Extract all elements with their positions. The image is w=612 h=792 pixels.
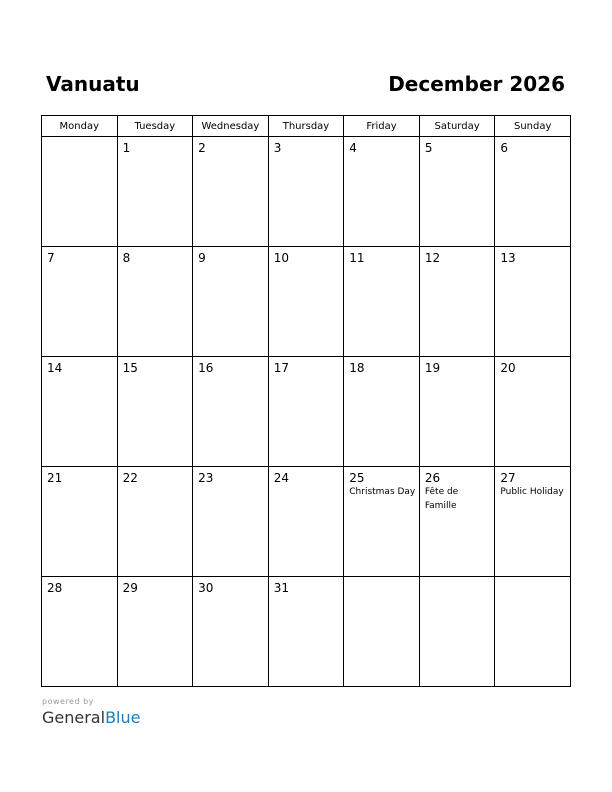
day-number: 19 — [424, 361, 441, 375]
weekday-header: Wednesday — [193, 116, 269, 137]
brand-general-text: General — [42, 708, 106, 727]
week-row — [42, 357, 571, 467]
holiday-label: Fête de Famille — [424, 487, 459, 511]
week-row — [42, 467, 571, 577]
day-cell — [193, 577, 269, 687]
day-number: 18 — [349, 361, 365, 375]
day-cell — [268, 137, 344, 247]
powered-by-text: powered by — [42, 697, 94, 706]
weekday-header: Saturday — [419, 116, 495, 137]
day-number: 4 — [349, 141, 357, 155]
day-number — [344, 577, 419, 581]
day-cell — [419, 137, 495, 247]
day-number: 13 — [500, 251, 516, 265]
day-number — [495, 577, 570, 581]
day-number: 5 — [424, 141, 433, 155]
day-cell — [268, 467, 344, 577]
day-cell — [495, 137, 571, 247]
day-cell — [495, 247, 571, 357]
day-cell — [193, 137, 269, 247]
day-cell — [42, 577, 118, 687]
day-cell — [344, 247, 420, 357]
day-cell — [42, 247, 118, 357]
week-row — [42, 577, 571, 687]
day-cell — [344, 467, 420, 577]
day-number: 25 — [349, 471, 365, 485]
calendar-body — [42, 137, 571, 687]
day-cell — [344, 137, 420, 247]
day-number: 10 — [273, 251, 289, 265]
day-cell — [117, 357, 193, 467]
day-cell — [419, 247, 495, 357]
day-cell — [419, 577, 495, 687]
day-number: 2 — [198, 141, 206, 155]
day-number: 14 — [47, 361, 63, 375]
day-number: 26 — [424, 471, 441, 485]
day-number: 22 — [122, 471, 138, 485]
weekday-header: Thursday — [268, 116, 344, 137]
day-cell — [268, 247, 344, 357]
day-number: 31 — [273, 581, 289, 595]
day-number: 7 — [47, 251, 55, 265]
weekday-header-row — [42, 116, 571, 137]
weekday-header: Tuesday — [117, 116, 193, 137]
day-number: 9 — [198, 251, 206, 265]
weekday-header: Friday — [344, 116, 420, 137]
day-number: 16 — [198, 361, 214, 375]
brand-logo — [42, 708, 140, 728]
day-cell — [495, 467, 571, 577]
day-cell — [419, 467, 495, 577]
day-cell — [193, 357, 269, 467]
day-cell — [117, 467, 193, 577]
day-cell — [42, 467, 118, 577]
day-cell — [42, 137, 118, 247]
day-number: 20 — [500, 361, 516, 375]
day-number — [420, 577, 495, 581]
holiday-label: Public Holiday — [500, 487, 564, 497]
day-number: 29 — [122, 581, 138, 595]
holiday-label: Christmas Day — [349, 487, 416, 497]
month-year-title: December 2026 — [388, 72, 565, 96]
day-cell — [117, 577, 193, 687]
day-cell — [268, 577, 344, 687]
week-row — [42, 247, 571, 357]
day-cell — [344, 357, 420, 467]
day-cell — [193, 247, 269, 357]
brand-blue-text: Blue — [105, 708, 141, 727]
day-number — [42, 137, 117, 141]
week-row — [42, 137, 571, 247]
day-number: 11 — [349, 251, 365, 265]
day-cell — [419, 357, 495, 467]
day-cell — [495, 357, 571, 467]
day-number: 28 — [47, 581, 63, 595]
day-number: 21 — [47, 471, 63, 485]
country-title: Vanuatu — [46, 72, 140, 96]
day-cell — [193, 467, 269, 577]
day-number: 1 — [122, 141, 131, 155]
day-number: 3 — [273, 141, 282, 155]
day-number: 6 — [500, 141, 509, 155]
day-number: 15 — [122, 361, 138, 375]
day-number: 17 — [273, 361, 289, 375]
calendar-grid — [41, 115, 571, 687]
day-cell — [268, 357, 344, 467]
day-cell — [42, 357, 118, 467]
day-number: 8 — [122, 251, 131, 265]
day-cell — [495, 577, 571, 687]
day-number: 30 — [198, 581, 214, 595]
day-number: 24 — [273, 471, 289, 485]
day-cell — [344, 577, 420, 687]
day-number: 23 — [198, 471, 214, 485]
day-cell — [117, 137, 193, 247]
weekday-header: Sunday — [495, 116, 571, 137]
footer-branding — [42, 697, 140, 728]
weekday-header: Monday — [42, 116, 118, 137]
day-number: 27 — [500, 471, 516, 485]
day-cell — [117, 247, 193, 357]
day-number: 12 — [424, 251, 441, 265]
